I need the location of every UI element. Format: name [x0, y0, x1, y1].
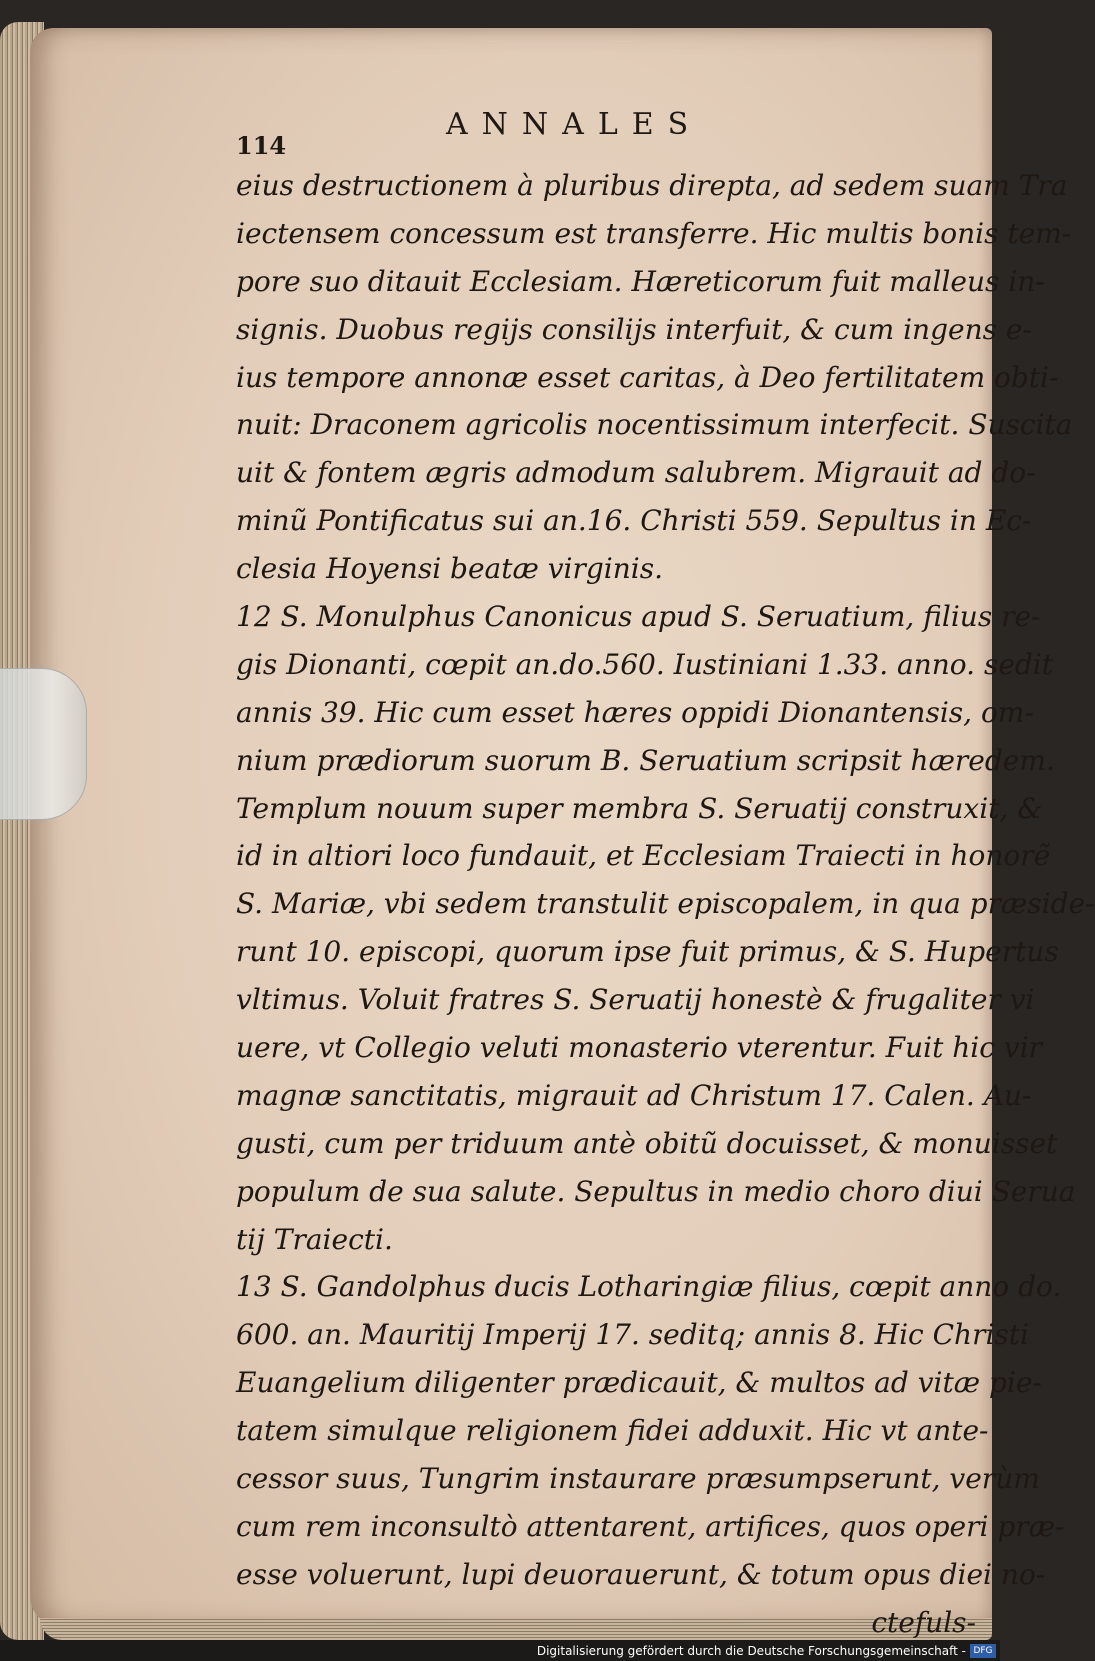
text-line: magnæ sanctitatis, migrauit ad Christum 17. Calen. Au-: [236, 1078, 1032, 1112]
text-line: nium prædiorum suorum B. Seruatium scripsit hæredem.: [236, 743, 1055, 777]
body-text: [236, 162, 1095, 1647]
text-line: tij Traiecti.: [236, 1222, 393, 1256]
text-line: 13 S. Gandolphus ducis Lotharingiæ filius, cœpit anno do.: [236, 1270, 1062, 1304]
text-line: vltimus. Voluit fratres S. Seruatij honestè & frugaliter vi: [236, 983, 1035, 1017]
text-line: eius destructionem à pluribus direpta, ad sedem suam Tra: [236, 169, 1068, 202]
text-line: esse voluerunt, lupi deuorauerunt, & totum opus diei no-: [236, 1557, 1046, 1591]
text-line: iectensem concessum est transferre. Hic multis bonis tem-: [236, 216, 1072, 250]
catchword: ctefuls-: [871, 1605, 976, 1639]
digitization-footer: [0, 1640, 1000, 1661]
text-line: cum rem inconsultò attentarent, artifices, quos operi præ-: [236, 1509, 1065, 1543]
text-line: signis. Duobus regijs consilijs interfuit, & cum ingens e-: [236, 312, 1032, 346]
text-line: pore suo ditauit Ecclesiam. Hæreticorum fuit malleus in-: [236, 264, 1045, 298]
text-line: annis 39. Hic cum esset hæres oppidi Dionantensis, om-: [236, 695, 1034, 729]
page-number: 114: [236, 131, 287, 160]
footer-credit: Digitalisierung gefördert durch die Deutsche Forschungsgemeinschaft -: [536, 1644, 966, 1658]
text-line: 12 S. Monulphus Canonicus apud S. Seruatium, filius re-: [236, 600, 1041, 634]
text-line: tatem simulque religionem fidei adduxit. Hic vt ante-: [236, 1414, 989, 1448]
text-line: uit & fontem ægris admodum salubrem. Migrauit ad do-: [236, 456, 1036, 490]
text-line: nuit: Draconem agricolis nocentissimum interfecit. Suscita: [236, 408, 1073, 442]
text-line: gusti, cum per triduum antè obitũ docuisset, & monuisset: [236, 1126, 1058, 1160]
text-line: Euangelium diligenter prædicauit, & multos ad vitæ pie-: [236, 1366, 1042, 1400]
text-line: Templum nouum super membra S. Seruatij construxit, &: [236, 791, 1043, 825]
text-line: populum de sua salute. Sepultus in medio choro diui Serua: [236, 1174, 1076, 1208]
text-line: id in altiori loco fundauit, et Ecclesiam Traiecti in honorẽ: [236, 839, 1051, 873]
text-line: 600. an. Mauritij Imperij 17. seditq; annis 8. Hic Christi: [236, 1318, 1030, 1352]
text-line: gis Dionanti, cœpit an.do.560. Iustiniani 1.33. anno. sedit: [236, 647, 1054, 681]
text-line: S. Mariæ, vbi sedem transtulit episcopalem, in qua præside-: [236, 887, 1095, 921]
text-line: runt 10. episcopi, quorum ipse fuit primus, & S. Hupertus: [236, 935, 1059, 969]
text-line: minũ Pontificatus sui an.16. Christi 559. Sepultus in Ec-: [236, 504, 1032, 538]
running-head: ANNALES: [446, 107, 703, 142]
text-line: ius tempore annonæ esset caritas, à Deo fertilitatem obti-: [236, 360, 1059, 394]
text-line: clesia Hoyensi beatæ virginis.: [236, 552, 663, 586]
plastic-page-clip: [0, 668, 87, 820]
dfg-logo-icon: DFG: [970, 1644, 996, 1658]
text-line: cessor suus, Tungrim instaurare præsumpserunt, verùm: [236, 1462, 1040, 1496]
text-line: uere, vt Collegio veluti monasterio vterentur. Fuit hic vir: [236, 1031, 1042, 1065]
